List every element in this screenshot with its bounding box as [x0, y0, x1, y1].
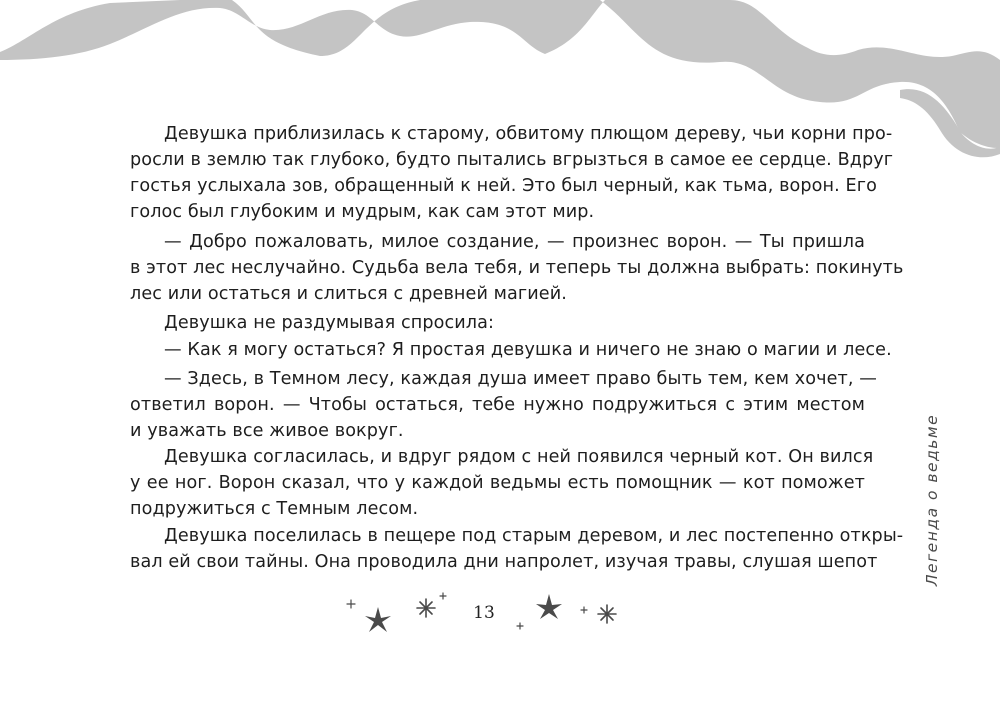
- text-line: Девушка приблизилась к старому, обвитому плющом дереву, чьи корни про-: [164, 124, 893, 144]
- small-sparkle-icon: [581, 607, 587, 613]
- small-sparkle-icon: [440, 593, 446, 599]
- sparkle-icon: [417, 599, 435, 617]
- text-line: подружиться с Темным лесом.: [130, 499, 419, 519]
- text-line: голос был глубоким и мудрым, как сам этот мир.: [130, 202, 595, 222]
- star-icon: [536, 594, 562, 619]
- text-line: вал ей свои тайны. Она проводила дни напролет, изучая травы, слушая шепот: [130, 552, 878, 572]
- text-line: гостья услыхала зов, обращенный к ней. Это был черный, как тьма, ворон. Его: [130, 176, 877, 196]
- book-title-vertical: Легенда о ведьме: [923, 413, 941, 587]
- star-icon: [365, 607, 391, 632]
- text-line: Девушка поселилась в пещере под старым деревом, и лес постепенно откры-: [164, 526, 904, 546]
- stars-ornament: [330, 585, 630, 645]
- text-line: в этот лес неслучайно. Судьба вела тебя, и теперь ты должна выбрать: покинуть: [130, 258, 904, 278]
- small-sparkle-icon: [517, 623, 523, 629]
- text-line: — Здесь, в Темном лесу, каждая душа имеет право быть тем, кем хочет, —: [164, 369, 877, 389]
- text-line: и уважать все живое вокруг.: [130, 421, 404, 441]
- text-line: Девушка не раздумывая спросила:: [164, 313, 495, 333]
- text-line: Девушка согласилась, и вдруг рядом с ней появился черный кот. Он вился: [164, 447, 874, 467]
- text-line: ответил ворон. — Чтобы остаться, тебе нужно подружиться с этим местом: [130, 395, 865, 415]
- text-line: у ее ног. Ворон сказал, что у каждой ведьмы есть помощник — кот поможет: [130, 473, 865, 493]
- small-sparkle-icon: [347, 600, 355, 608]
- page-number: 13: [473, 603, 495, 623]
- text-line: — Как я могу остаться? Я простая девушка и ничего не знаю о магии и лесе.: [164, 340, 892, 360]
- text-line: росли в землю так глубоко, будто пытались вгрызться в самое ее сердце. Вдруг: [130, 150, 894, 170]
- text-line: — Добро пожаловать, милое создание, — произнес ворон. — Ты пришла: [164, 232, 865, 252]
- text-line: лес или остаться и слиться с древней магией.: [130, 284, 567, 304]
- sparkle-icon: [598, 605, 616, 623]
